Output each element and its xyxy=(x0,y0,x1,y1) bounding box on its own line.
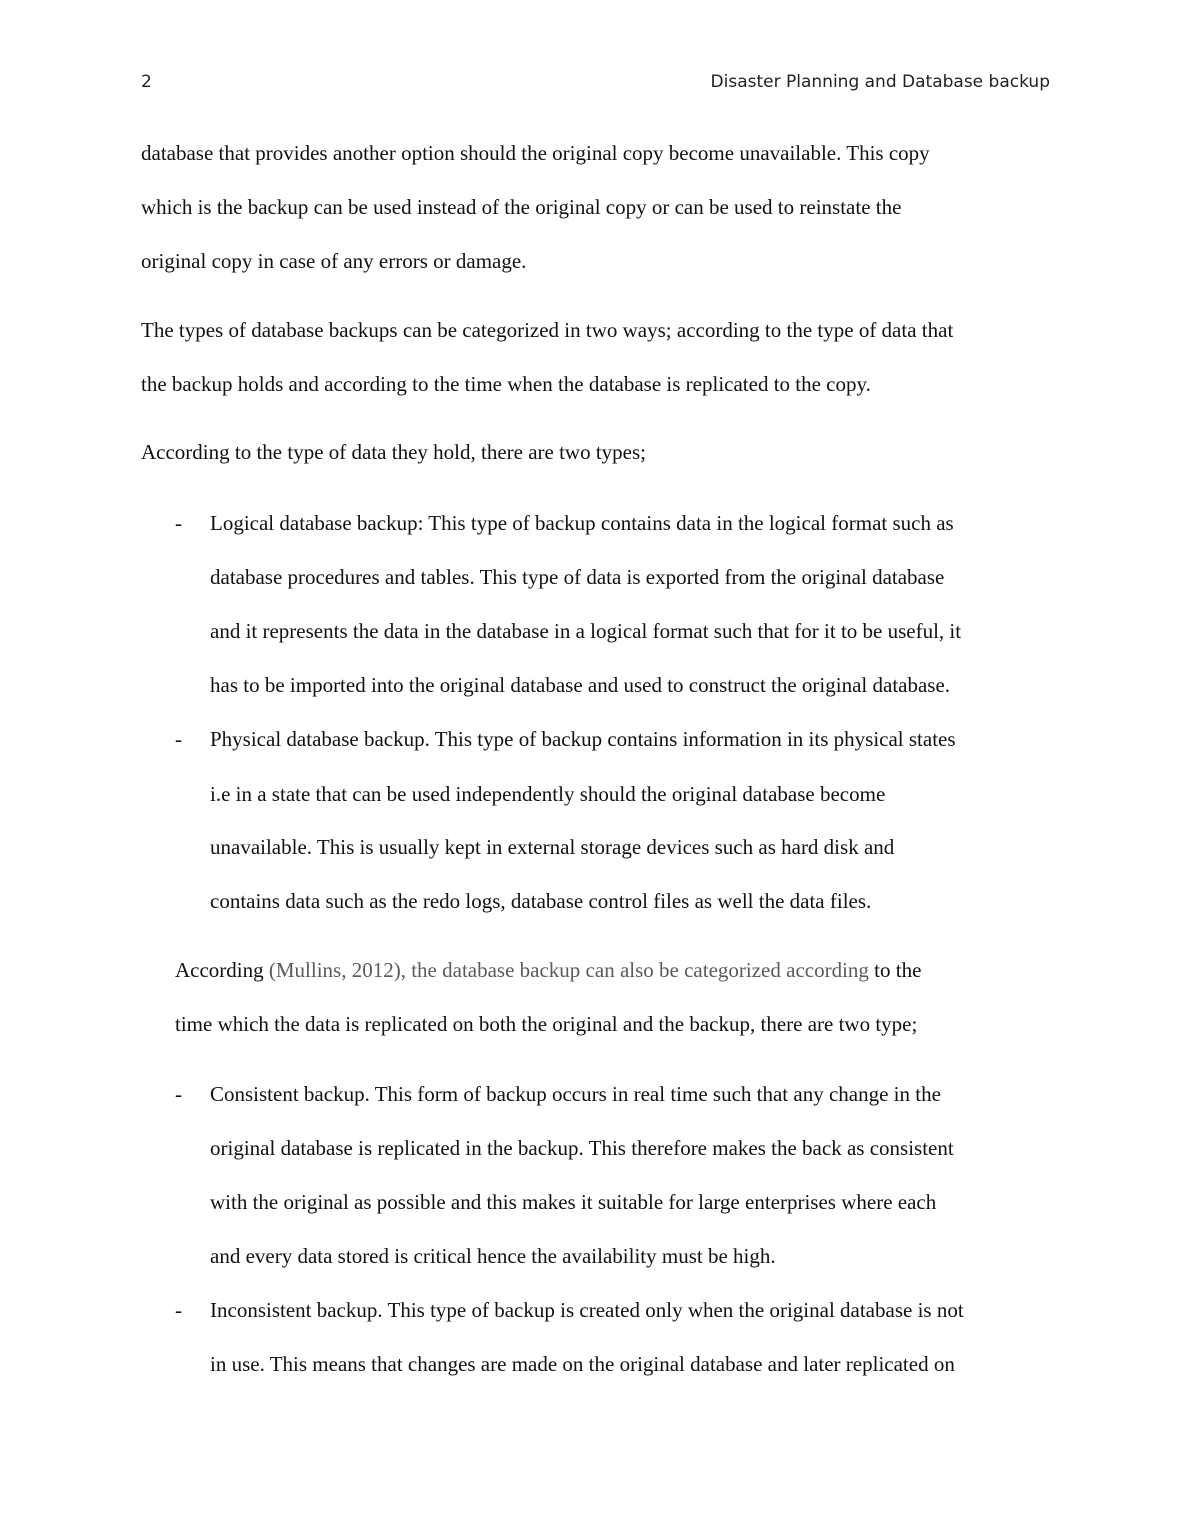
text-line: unavailable. This is usually kept in external storage devices such as hard disk and xyxy=(210,835,895,859)
bullet-marker: - xyxy=(175,727,182,751)
running-title: Disaster Planning and Database backup xyxy=(710,72,1050,92)
text-line: database that provides another option should the original copy become unavailable. This copy xyxy=(141,141,930,165)
text-line: which is the backup can be used instead of the original copy or can be used to reinstate the xyxy=(141,195,902,219)
text-line: Physical database backup. This type of backup contains information in its physical states xyxy=(210,727,956,751)
text-line: original copy in case of any errors or damage. xyxy=(141,249,527,273)
text-line: Logical database backup: This type of backup contains data in the logical format such as xyxy=(210,511,954,535)
text-line: Consistent backup. This form of backup occurs in real time such that any change in the xyxy=(210,1082,941,1106)
page-number: 2 xyxy=(141,72,152,92)
bullet-marker: - xyxy=(175,1298,182,1322)
text-line: database procedures and tables. This type of data is exported from the original database xyxy=(210,565,945,589)
text-line: contains data such as the redo logs, database control files as well the data files. xyxy=(210,889,872,913)
text-line: and it represents the data in the database in a logical format such that for it to be useful, it xyxy=(210,619,962,643)
text-line-with-citation xyxy=(175,958,921,983)
text-line: The types of database backups can be categorized in two ways; according to the type of data that xyxy=(141,318,954,342)
paragraph-data-types-intro: According to the type of data they hold, there are two types; xyxy=(141,440,647,464)
text-line: with the original as possible and this makes it suitable for large enterprises where each xyxy=(210,1190,937,1214)
text-segment: According xyxy=(175,958,269,982)
text-line: Inconsistent backup. This type of backup is created only when the original database is not xyxy=(210,1298,964,1322)
text-line: the backup holds and according to the time when the database is replicated to the copy. xyxy=(141,372,871,396)
text-line: in use. This means that changes are made on the original database and later replicated on xyxy=(210,1352,955,1376)
text-line: has to be imported into the original database and used to construct the original database. xyxy=(210,673,951,697)
text-line: original database is replicated in the backup. This therefore makes the back as consistent xyxy=(210,1136,954,1160)
text-line: and every data stored is critical hence the availability must be high. xyxy=(210,1244,776,1268)
bullet-marker: - xyxy=(175,1082,182,1106)
page-header xyxy=(141,72,1050,98)
bullet-marker: - xyxy=(175,511,182,535)
text-line: time which the data is replicated on both the original and the backup, there are two type; xyxy=(175,1012,918,1036)
citation-mullins-2012: (Mullins, 2012), the database backup can also be categorized according xyxy=(268,958,869,982)
text-line: i.e in a state that can be used independently should the original database become xyxy=(210,782,886,806)
text-segment: to the xyxy=(868,958,922,982)
